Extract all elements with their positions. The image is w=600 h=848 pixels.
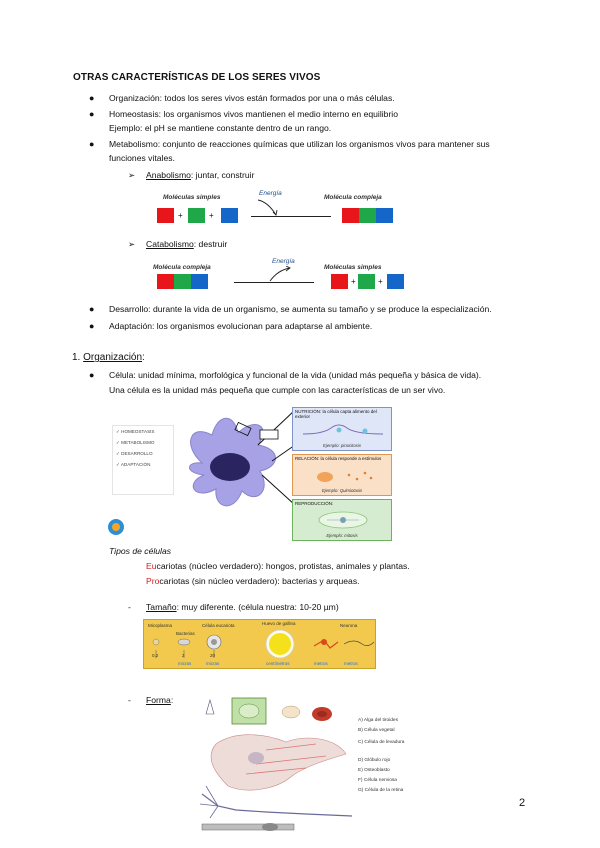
checklist-item: ✓ HOMEOSTASIS (116, 429, 155, 434)
forma-legend-item: G) Célula de la retina (358, 788, 404, 793)
red-molecule (157, 208, 174, 223)
energy-arrow-icon (268, 266, 294, 284)
timeline-label: Micoplasma (148, 623, 173, 628)
pro-prefix: Pro (146, 576, 160, 586)
page-title: OTRAS CARACTERÍSTICAS DE LOS SERES VIVOS (73, 72, 321, 83)
blue-molecule (221, 208, 238, 223)
mitosis-illustration (315, 510, 371, 530)
tamano-term: Tamaño (146, 602, 177, 612)
eucariotas-text: cariotas (núcleo verdadero): hongos, protistas, animales y plantas. (156, 561, 410, 571)
forma-legend-item: A) Alga del tiroides (358, 718, 398, 723)
catabolism-left-label: Molécula compleja (153, 264, 211, 271)
forma-dash: - (128, 695, 131, 705)
plus-sign: + (209, 211, 214, 220)
anabolism-energy-label: Energía (259, 190, 282, 197)
timeline-unit: micras (206, 661, 220, 666)
cell-shapes-illustration (196, 694, 354, 844)
cell-illustration (172, 405, 297, 525)
green-molecule (358, 274, 375, 289)
page-number: 2 (519, 797, 526, 809)
tamano-line (146, 602, 339, 613)
section-title: Organización (83, 352, 143, 363)
green-molecule (188, 208, 205, 223)
bullet-desarrollo: Desarrollo: durante la vida de un organismo, se aumenta su tamaño y se produce la especialización. (109, 304, 492, 314)
panel-heading: RELACIÓN: la célula responde a estímulos (295, 456, 382, 461)
anabolismo-line (146, 170, 254, 181)
forma-legend-item: C) Célula de levadura (358, 740, 405, 745)
celula-definition: Célula: unidad mínima, morfológica y funcional de la vida (unidad más pequeña y básica de vida). (109, 370, 482, 380)
procariotas-text: cariotas (sin núcleo verdadero): bacterias y arqueas. (159, 576, 360, 586)
forma-colon: : (170, 695, 174, 705)
homeostasis-example: Ejemplo: el pH se mantiene constante dentro de un rango. (109, 123, 332, 133)
plus-sign: + (178, 211, 183, 220)
panel-nutricion (292, 407, 392, 451)
timeline-label: Célula eucariota (202, 623, 235, 628)
forma-term: Forma (146, 695, 171, 705)
bullet-metabolismo: Metabolismo: conjunto de reacciones químicas que utilizan los organismos vivos para mantener sus (109, 139, 490, 149)
timeline-label: Bacterias (176, 631, 195, 636)
checklist-item: ✓ ADAPTACIÓN (116, 462, 151, 467)
celula-explanation: Una célula es la unidad más pequeña que cumple con las características de un ser vivo. (109, 385, 446, 395)
arrow-bullet-icon: ➢ (128, 170, 136, 180)
red-molecule (331, 274, 348, 289)
anabolism-right-label: Molécula compleja (324, 194, 382, 201)
pinocytosis-illustration (303, 422, 383, 438)
panel-relacion (292, 454, 392, 496)
tamano-dash: - (128, 602, 131, 612)
checklist-item: ✓ DESARROLLO (116, 451, 153, 456)
anabolism-left-label: Moléculas simples (163, 194, 221, 201)
panel-heading: NUTRICIÓN: la célula capta alimento del exterior (295, 409, 377, 419)
red-molecule (342, 208, 359, 223)
timeline-unit: metros (344, 661, 358, 666)
panel-caption: Ejemplo: mitosis (326, 533, 358, 538)
green-molecule (174, 274, 191, 289)
anabolismo-definition: : juntar, construir (190, 170, 255, 180)
bullet-homeostasis: Homeostasis: los organismos vivos mantienen el medio interno en equilibrio (109, 109, 398, 119)
timeline-label: Neurona (340, 623, 358, 628)
plus-sign: + (351, 277, 356, 286)
timeline-unit: micras (178, 661, 192, 666)
forma-line (146, 695, 173, 706)
eu-prefix: Eu (146, 561, 157, 571)
tipos-heading: Tipos de células (109, 546, 172, 556)
chemotaxis-illustration (309, 467, 379, 485)
panel-reproduccion (292, 499, 392, 541)
forma-legend-item: F) Célula nerviosa (358, 778, 397, 783)
section-colon: : (142, 352, 145, 363)
size-timeline (143, 619, 376, 669)
bullet-dot: ● (89, 139, 95, 149)
timeline-tick: 0,2 (152, 653, 159, 658)
catabolismo-definition: : destruir (193, 239, 228, 249)
timeline-tick: 20 (210, 653, 216, 658)
bullet-dot: ● (89, 370, 95, 380)
energy-arrow-icon (256, 198, 282, 218)
catabolismo-term: Catabolismo (146, 239, 194, 249)
timeline-tick: 2 (182, 653, 185, 658)
catabolism-energy-label: Energía (272, 258, 295, 265)
bullet-metabolismo-cont: funciones vitales. (109, 153, 175, 163)
catabolismo-line (146, 239, 227, 250)
green-molecule (359, 208, 376, 223)
timeline-unit: centímetros (266, 661, 290, 666)
bullet-dot: ● (89, 304, 95, 314)
bullet-dot: ● (89, 109, 95, 119)
panel-heading: REPRODUCCIÓN: (295, 501, 334, 506)
timeline-unit: metros (314, 661, 328, 666)
bullet-dot: ● (89, 321, 95, 331)
procariotas-line (146, 576, 360, 587)
blue-molecule (191, 274, 208, 289)
bullet-organizacion: Organización: todos los seres vivos están formados por una o más células. (109, 93, 395, 103)
section-heading (72, 352, 145, 363)
logo-icon (107, 518, 125, 536)
arrow-bullet-icon: ➢ (128, 239, 136, 249)
forma-legend-item: B) Célula vegetal (358, 728, 395, 733)
anabolismo-term: Anabolismo (146, 170, 191, 180)
tamano-text: : muy diferente. (célula nuestra: 10-20 µm) (176, 602, 339, 612)
characteristics-checklist (112, 425, 174, 495)
red-molecule (157, 274, 174, 289)
blue-molecule (376, 208, 393, 223)
plus-sign: + (378, 277, 383, 286)
timeline-label: Huevo de gallina (262, 621, 296, 626)
blue-molecule (387, 274, 404, 289)
bullet-dot: ● (89, 93, 95, 103)
panel-caption: Ejemplo: Quimiotaxis (321, 488, 363, 493)
forma-legend-item: D) Glóbulo rojo (358, 758, 391, 763)
section-number: 1. (72, 352, 84, 363)
forma-legend-item: E) Osteoblasto (358, 768, 390, 773)
bullet-adaptacion: Adaptación: los organismos evolucionan para adaptarse al ambiente. (109, 321, 373, 331)
eucariotas-line (146, 561, 410, 572)
catabolism-right-label: Moléculas simples (324, 264, 382, 271)
checklist-item: ✓ METABOLISMO (116, 440, 155, 445)
panel-caption: Ejemplo: pinocitosis (323, 443, 361, 448)
